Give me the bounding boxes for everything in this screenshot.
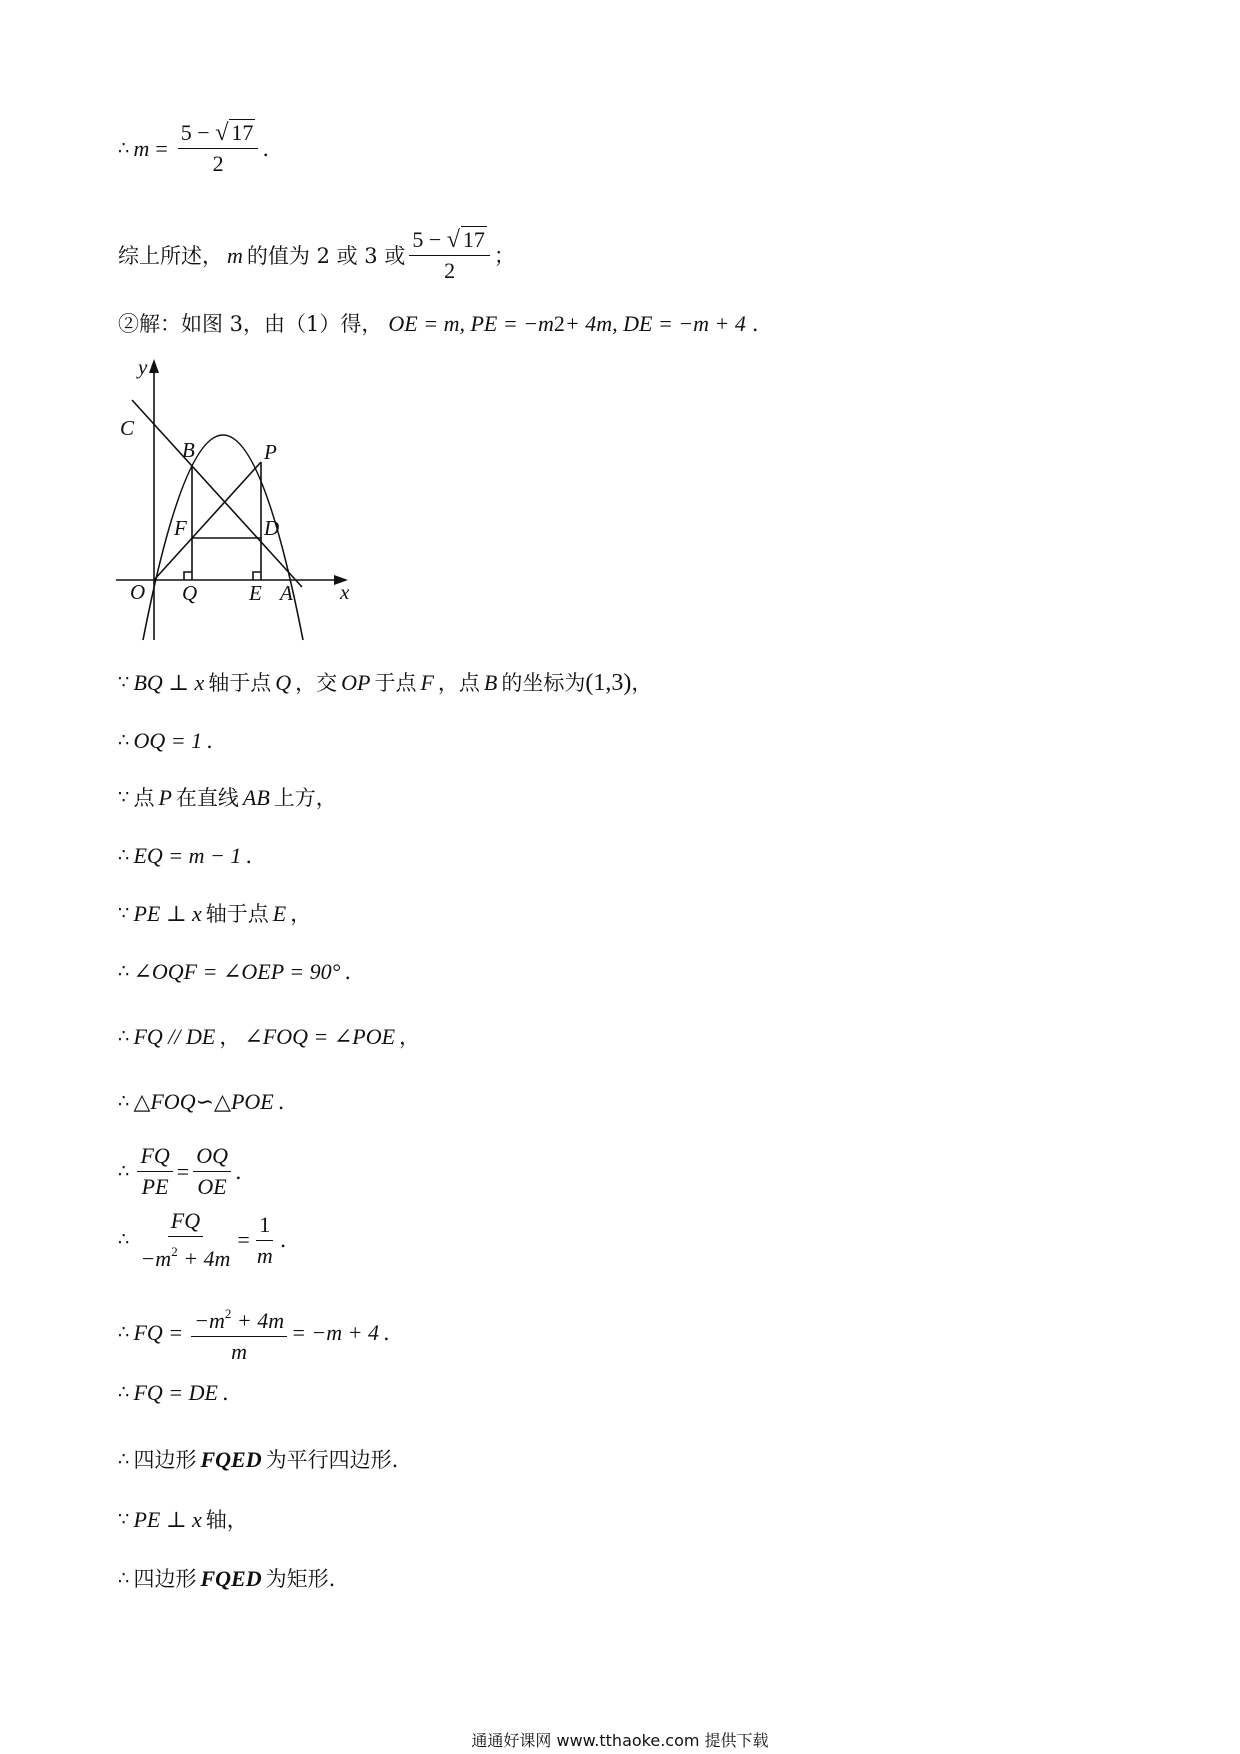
label-D: D — [264, 516, 280, 540]
fraction: $\frac{FQ}{-m^2 + 4m}$ — [140, 1208, 231, 1271]
y-axis-arrow — [149, 359, 159, 373]
line-18: ∴ 四边形 FQED 为矩形. — [118, 1566, 336, 1591]
line-1: ∴ m = $\frac{5 - √ 17}{2}$ . — [118, 120, 270, 176]
fraction: $\frac{FQ}{PE}$ — [137, 1143, 172, 1200]
label-F: F — [174, 516, 187, 540]
line-OP — [154, 462, 261, 580]
line-16: ∴ 四边形 FQED 为平行四边形. — [118, 1447, 399, 1472]
line-14: ∴ FQ = $\frac{-m^2 + 4m}{m}$ = −m + 4 . — [118, 1301, 390, 1365]
line-6: ∵ 点 P 在直线 AB 上方， — [118, 785, 337, 810]
label-P: P — [264, 440, 277, 464]
label-C: C — [120, 416, 135, 440]
line-9: ∴ ∠OQF = ∠OEP = 90° . — [118, 959, 352, 984]
fraction: $\frac{OQ}{OE}$ — [193, 1143, 231, 1200]
label-y: y — [138, 355, 148, 379]
label-O: O — [130, 580, 146, 604]
right-angle-E — [253, 572, 261, 580]
fraction: $\frac{-m^2 + 4m}{m}$ — [191, 1301, 287, 1365]
line-13: ∴ $\frac{FQ}{-m^2 + 4m}$ = $\frac{1}{m}$ . — [118, 1208, 287, 1271]
line-12: ∴ $\frac{FQ}{PE}$ = $\frac{OQ}{OE}$ . — [118, 1143, 242, 1199]
page-footer: 通通好课网 www.tthaoke.com 提供下载 — [471, 1731, 769, 1750]
fraction: $\frac{5 - √ 17}{2}$ — [409, 227, 490, 284]
line-17: ∵ PE ⊥ x 轴， — [118, 1507, 248, 1532]
line-8: ∵ PE ⊥ x 轴于点 E ， — [118, 901, 312, 926]
line-15: ∴ FQ = DE . — [118, 1380, 229, 1405]
label-x: x — [340, 580, 350, 604]
label-B: B — [182, 438, 195, 462]
fraction: $\frac{1}{m}$ — [256, 1211, 273, 1268]
line-10: ∴ FQ // DE ， ∠FOQ = ∠POE ， — [118, 1024, 421, 1049]
line-CA — [132, 400, 302, 587]
therefore-symbol: ∴ — [118, 137, 130, 159]
geometry-figure — [108, 355, 358, 645]
fraction: $\frac{5 - √ 17}{2}$ — [178, 120, 259, 177]
line-7: ∴ EQ = m − 1 . — [118, 843, 253, 868]
label-A: A — [280, 581, 293, 605]
line-5: ∴ OQ = 1 . — [118, 728, 213, 753]
line-3: ②解：如图 3，由（1）得， OE = m, PE = −m 2 + 4m, DE = −m + 4 . — [118, 311, 759, 336]
line-4: ∵ BQ ⊥ x 轴于点 Q ，交 OP 于点 F ，点 B 的坐标为 (1,3) ， — [118, 670, 653, 696]
line-2: 综上所述， m 的值为 2 或 3 或 $\frac{5 - √ 17}{2}$ ； — [118, 227, 515, 283]
right-angle-Q — [184, 572, 192, 580]
line-11: ∴ △FOQ∽△POE . — [118, 1089, 285, 1114]
label-E: E — [249, 581, 262, 605]
label-Q: Q — [182, 581, 198, 605]
